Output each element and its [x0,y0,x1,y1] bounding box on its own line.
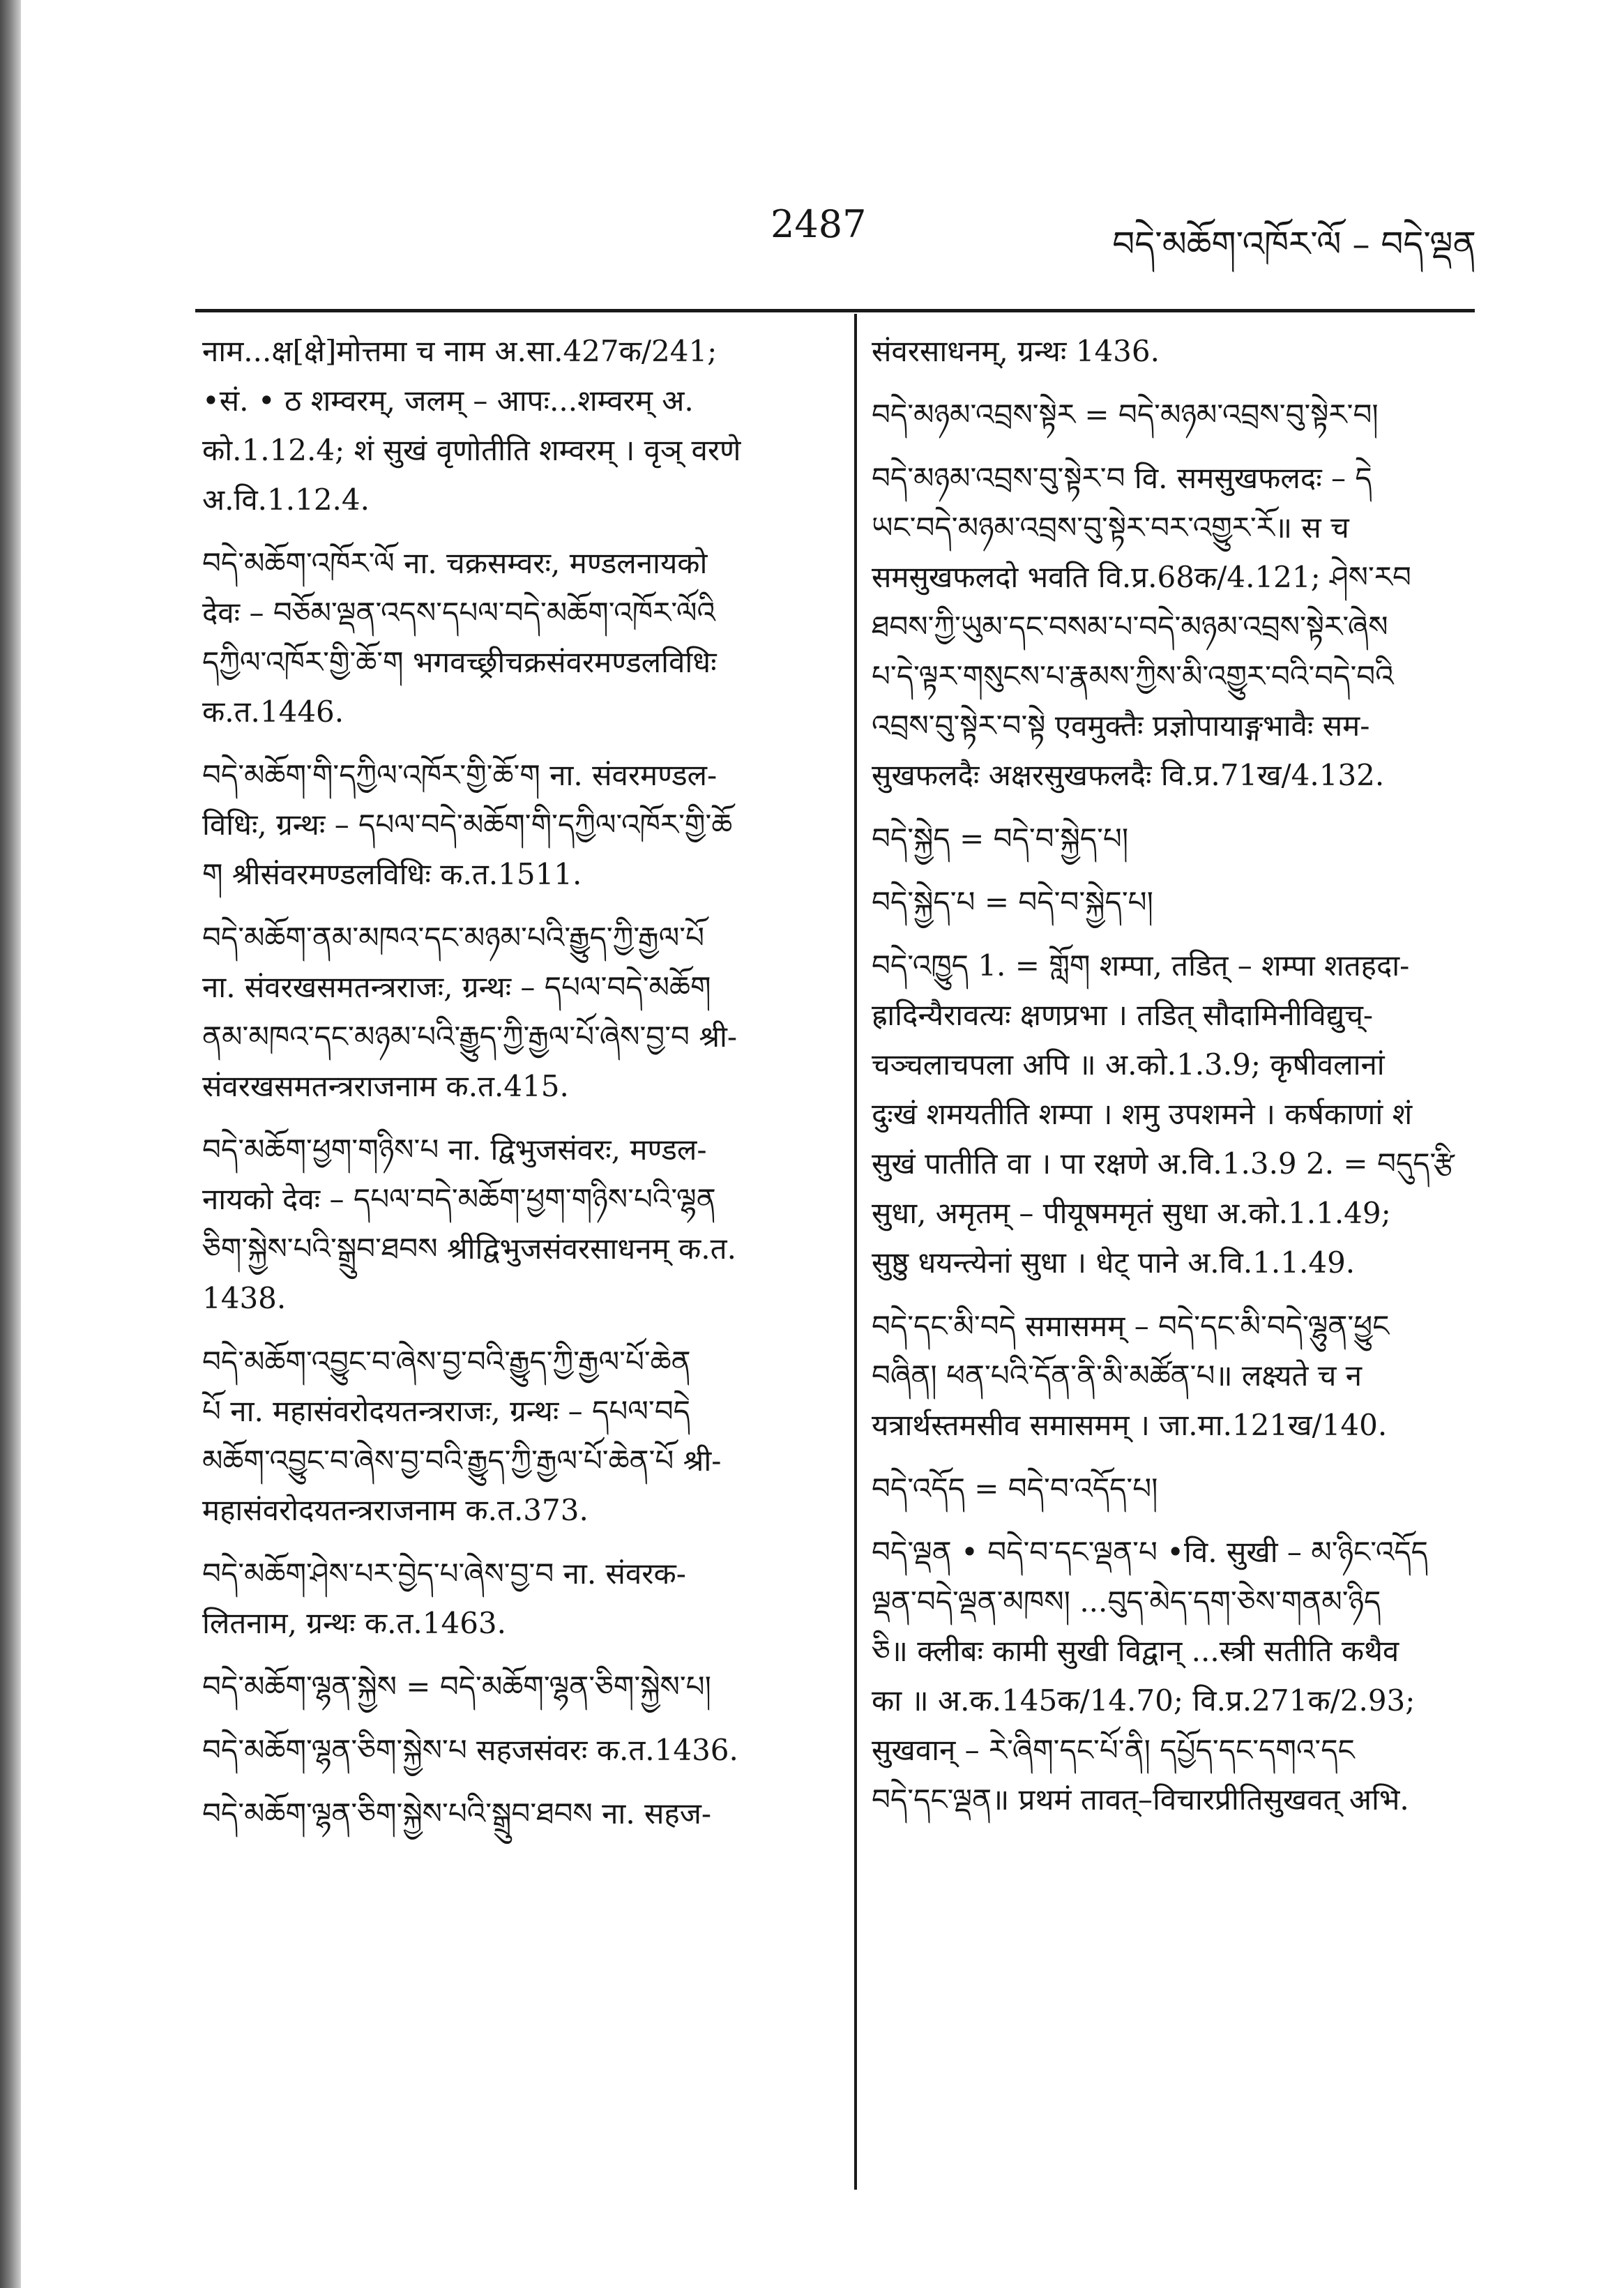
dictionary-entry [202,326,833,524]
entry-line: 1438. [202,1281,287,1315]
entry-line: संवरखसमतन्त्रराजनाम क.त.415. [202,1069,569,1103]
dictionary-entry [202,1125,833,1323]
dictionary-entry [872,877,1471,927]
entry-line: བཞིན། ཕན་པའི་དོན་ནི་མི་མཚོན་པ॥ लक्ष्यते च न [872,1358,1363,1393]
dictionary-entry [202,913,833,1111]
entry-line: सुधा, अमृतम् – पीयूषममृतं सुधा अ.को.1.1.49; [872,1196,1391,1230]
entry-line: བདེ་མཆོག་ལྷན་ཅིག་སྐྱེས་པ सहजसंवरः क.त.1436. [202,1733,738,1767]
entry-line: མཆོག་འབྱུང་བ་ཞེས་བྱ་བའི་རྒྱུད་ཀྱི་རྒྱལ་པོ་ཆེན་པོ श्री- [202,1444,722,1478]
entry-line: ह्रादिन्यैरावत्यः क्षणप्रभा । तडित् सौदामिनीविद्युच्- [872,998,1374,1032]
entry-line: བདེ་མཆོག་ལྷན་ཅིག་སྐྱེས་པའི་སྒྲུབ་ཐབས ना. सहज- [202,1796,712,1831]
entry-line: सुखं पातीति वा । पा रक्षणे अ.वि.1.3.9 2. = བདུད་རྩི [872,1146,1455,1181]
entry-line: བདེ་མཆོག་ནམ་མཁའ་དང་མཉམ་པའི་རྒྱུད་ཀྱི་རྒྱལ་པོ [202,920,705,955]
dictionary-entry [872,390,1471,439]
entry-line: པ་དེ་ལྟར་གསུངས་པ་རྣམས་ཀྱིས་མི་འགྱུར་བའི་བདེ་བའི [872,659,1394,693]
entry-line: देवः – བཅོམ་ལྡན་འདས་དཔལ་བདེ་མཆོག་འཁོར་ལོའི [202,596,715,630]
dictionary-entry [202,1725,833,1775]
dictionary-entry [872,326,1471,376]
dictionary-entry [202,1662,833,1711]
running-head: བདེ་མཆོག་འཁོར་ལོ – བདེ་ལྡན [1112,224,1476,264]
entry-line: महासंवरोदयतन्त्रराजनाम क.त.373. [202,1493,589,1527]
entry-line: བདེ་མཆོག་འབྱུང་བ་ཞེས་བྱ་བའི་རྒྱུད་ཀྱི་རྒྱལ་པོ་ཆེན [202,1344,691,1379]
entry-line: दुःखं शमयतीति शम्पा । शमु उपशमने । कर्षकाणां शं [872,1097,1413,1131]
entry-line: བདེ་སྐྱེད = བདེ་བ་སྐྱེད་པ། [872,821,1129,856]
entry-line: को.1.12.4; शं सुखं वृणोतीति शम्वरम् । वृञ् वरणे [202,433,741,467]
entry-line: བདེ་ལྡན • བདེ་བ་དང་ལྡན་པ •वि. सुखी – མ་ཉིང་འདོད [872,1535,1428,1569]
entry-line: ཡང་བདེ་མཉམ་འབྲས་བུ་སྟེར་བར་འགྱུར་རོ॥ स च [872,510,1349,545]
book-binding-edge [0,0,21,2288]
entry-line: समसुखफलदो भवति वि.प्र.68क/4.121; ཤེས་རབ [872,560,1411,594]
entry-line: ཅི॥ क्लीबः कामी सुखी विद्वान् ...स्त्री सतीति कथैव [872,1634,1399,1668]
entry-line: संवरसाधनम्, ग्रन्थः 1436. [872,334,1160,368]
entry-line: པོ ना. महासंवरोदयतन्त्रराजः, ग्रन्थः – དཔལ་བདེ [202,1394,690,1428]
entry-line: དཀྱིལ་འཁོར་གྱི་ཆོ་ག भगवच्छ्रीचक्रसंवरमण्डलविधिः [202,645,717,679]
entry-line: ནམ་མཁའ་དང་མཉམ་པའི་རྒྱུད་ཀྱི་རྒྱལ་པོ་ཞེས་བྱ་བ श्री- [202,1020,738,1054]
entry-line: यत्रार्थस्तमसीव समासमम् । जा.मा.121ख/140. [872,1408,1388,1442]
entry-line: चञ्चलाचपला अपि ॥ अ.को.1.3.9; कृषीवलानां [872,1047,1385,1082]
right-column [872,326,1471,1838]
entry-line: བདེ་མཆོག་ཤེས་པར་བྱེད་པ་ཞེས་བྱ་བ ना. संवरक- [202,1556,686,1591]
entry-line: བདེ་མཆོག་གི་དཀྱིལ་འཁོར་གྱི་ཆོ་ག ना. संवरमण्डल- [202,758,718,792]
entry-line: लितनाम, ग्रन्थः क.त.1463. [202,1606,507,1640]
entry-line: नाम...क्ष[क्षे]मोत्तमा च नाम अ.सा.427क/241; [202,334,718,368]
entry-line: བདེ་མཉམ་འབྲས་བུ་སྟེར་བ वि. समसुखफलदः – དེ [872,461,1372,495]
entry-line: བདེ་མཆོག་ཕྱག་གཉིས་པ ना. द्विभुजसंवरः, मण्डल- [202,1132,707,1167]
dictionary-entry [872,941,1471,1287]
entry-line: सुखफलदैः अक्षरसुखफलदैः वि.प्र.71ख/4.132. [872,758,1385,792]
entry-line: ག श्रीसंवरमण्डलविधिः क.त.1511. [202,857,582,891]
entry-line: विधिः, ग्रन्थः – དཔལ་བདེ་མཆོག་གི་དཀྱིལ་འཁོར་གྱི་ཆོ [202,808,733,842]
page-number: 2487 [771,202,867,246]
dictionary-entry [872,814,1471,863]
entry-line: བདེ་དང་མི་བདེ समासमम् – བདེ་དང་མི་བདེ་ལྷུན་ཕྱུང [872,1309,1390,1343]
dictionary-entry [202,1337,833,1535]
dictionary-entry [202,750,833,899]
entry-line: བདེ་མཆོག་ལྷན་སྐྱེས = བདེ་མཆོག་ལྷན་ཅིག་སྐྱེས་པ། [202,1669,711,1704]
entry-line: ཐབས་ཀྱི་ཡུམ་དང་བསམ་པ་བདེ་མཉམ་འབྲས་སྟེར་ཞེས [872,609,1388,644]
entry-line: •सं. • ठ शम्वरम्, जलम् – आपः...शम्वरम् अ. [202,384,694,418]
header-rule [195,309,1475,312]
entry-line: བདེ་མཆོག་འཁོར་ལོ ना. चक्रसम्वरः, मण्डलनायको [202,546,708,580]
entry-line: ལྡན་བདེ་ལྡན་མཁས། ...བུད་མེད་དག་ཅེས་གནམ་ཉིད [872,1584,1381,1619]
entry-line: བདེ་སྐྱེད་པ = བདེ་བ་སྐྱེད་པ། [872,885,1153,919]
entry-line: सुखवान् – རེ་ཞིག་དང་པོ་ནི། དཔྱོད་དང་དགའ་དང [872,1733,1355,1767]
column-divider [854,314,857,2190]
dictionary-entry [872,453,1471,800]
entry-line: नायको देवः – དཔལ་བདེ་མཆོག་ཕྱག་གཉིས་པའི་ལྷན [202,1182,716,1216]
entry-line: अ.वि.1.12.4. [202,483,370,517]
entry-line: བདེ་འཁྱུད 1. = གློག शम्पा, तडित् – शम्पा शतहदा- [872,948,1410,983]
entry-line: सुष्ठु धयन्त्येनां सुधा । धेट् पाने अ.वि.1.1.49. [872,1245,1356,1280]
entry-line: འབྲས་བུ་སྟེར་བ་སྟེ एवमुक्तैः प्रज्ञोपायाङ्गभावैः सम- [872,709,1370,743]
dictionary-entry [872,1301,1471,1450]
dictionary-entry [202,1789,833,1838]
entry-line: क.त.1446. [202,695,344,729]
entry-line: བདེ་དང་ལྡན॥ प्रथमं तावत्–विचारप्रीतिसुखवत् अभि. [872,1782,1409,1817]
dictionary-entry [202,538,833,736]
dictionary-entry [872,1464,1471,1513]
entry-line: བདེ་མཉམ་འབྲས་སྟེར = བདེ་མཉམ་འབྲས་བུ་སྟེར་བ། [872,397,1379,432]
entry-line: ཅིག་སྐྱེས་པའི་སྒྲུབ་ཐབས श्रीद्विभुजसंवरसाधनम् क.त. [202,1232,736,1266]
dictionary-entry [202,1549,833,1648]
entry-line: का ॥ अ.क.145क/14.70; वि.प्र.271क/2.93; [872,1683,1416,1718]
entry-line: བདེ་འདོད = བདེ་བ་འདོད་པ། [872,1471,1158,1506]
entry-line: ना. संवरखसमतन्त्रराजः, ग्रन्थः – དཔལ་བདེ་མཆོག [202,970,711,1004]
dictionary-entry [872,1527,1471,1824]
left-column [202,326,833,1852]
